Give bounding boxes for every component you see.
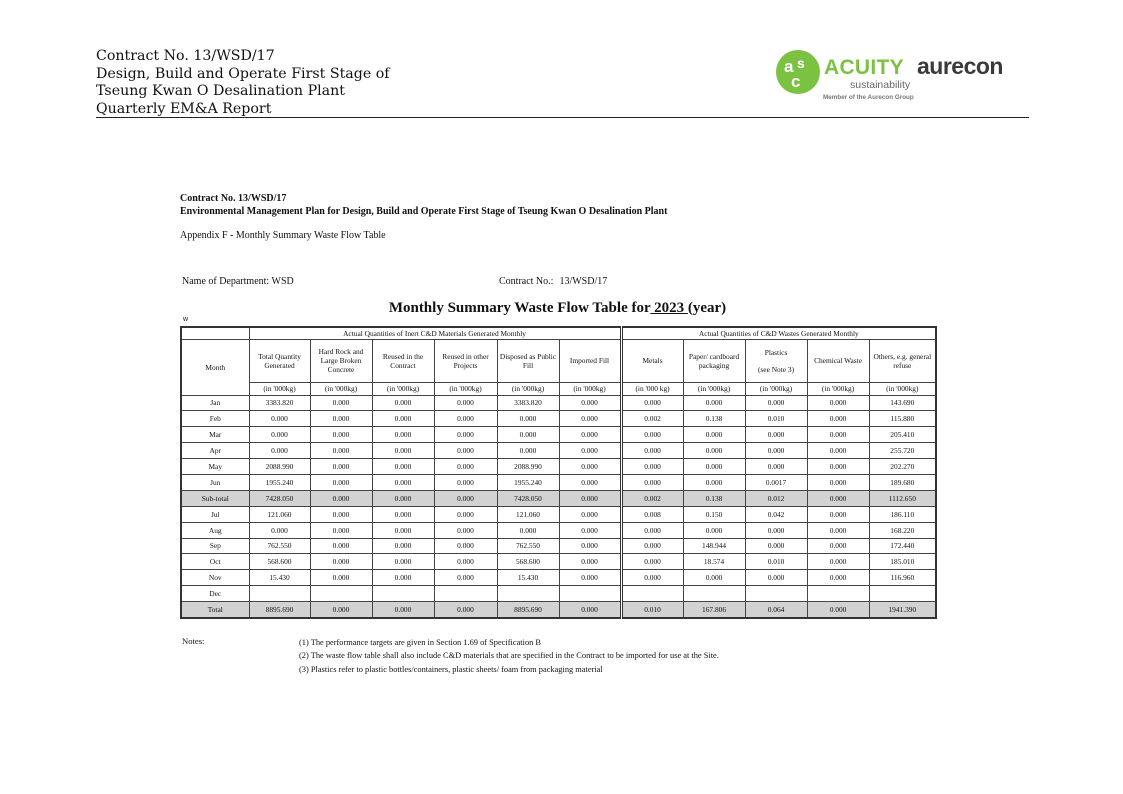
value-cell: 0.000 bbox=[372, 395, 434, 411]
unit-cell: (in '000kg) bbox=[249, 382, 310, 395]
value-cell: 0.000 bbox=[621, 427, 683, 443]
acuity-logo bbox=[776, 50, 914, 101]
value-cell: 0.000 bbox=[372, 506, 434, 522]
header-line-report: Quarterly EM&A Report bbox=[96, 100, 272, 117]
value-cell: 0.000 bbox=[310, 474, 372, 490]
value-cell: 148.944 bbox=[683, 538, 745, 554]
value-cell: 0.000 bbox=[372, 538, 434, 554]
table-row bbox=[181, 459, 936, 475]
unit-cell: (in '000kg) bbox=[310, 382, 372, 395]
value-cell: 0.000 bbox=[310, 411, 372, 427]
value-cell: 0.000 bbox=[249, 411, 310, 427]
value-cell bbox=[807, 586, 869, 602]
table-row bbox=[181, 506, 936, 522]
value-cell: 0.000 bbox=[310, 506, 372, 522]
value-cell: 0.000 bbox=[249, 522, 310, 538]
col-month: Month bbox=[181, 339, 249, 395]
value-cell: 0.000 bbox=[683, 395, 745, 411]
month-cell: Total bbox=[181, 602, 249, 618]
col-metals: Metals bbox=[621, 339, 683, 382]
value-cell: 205.410 bbox=[869, 427, 936, 443]
table-row-summary bbox=[181, 490, 936, 506]
contract-number-label: Contract No.: bbox=[499, 276, 554, 287]
value-cell: 0.000 bbox=[434, 490, 497, 506]
value-cell: 143.690 bbox=[869, 395, 936, 411]
group-inert-header: Actual Quantities of Inert C&D Materials Generated Monthly bbox=[249, 327, 621, 339]
value-cell: 3383.820 bbox=[497, 395, 559, 411]
acuity-logo-name: ACUITY bbox=[824, 56, 904, 79]
value-cell: 0.000 bbox=[559, 427, 621, 443]
value-cell: 0.000 bbox=[434, 474, 497, 490]
value-cell: 0.000 bbox=[372, 522, 434, 538]
value-cell: 0.000 bbox=[559, 506, 621, 522]
col-hard-rock: Hard Rock and Large Broken Concrete bbox=[310, 339, 372, 382]
doc-title-contract: Contract No. 13/WSD/17 bbox=[180, 193, 287, 204]
value-cell: 0.000 bbox=[249, 443, 310, 459]
value-cell: 0.000 bbox=[621, 570, 683, 586]
svg-text:s: s bbox=[797, 55, 805, 71]
value-cell: 2088.990 bbox=[249, 459, 310, 475]
table-title-prefix: Monthly Summary Waste Flow Table for bbox=[388, 300, 651, 316]
col-plastics bbox=[745, 339, 807, 382]
svg-text:a: a bbox=[784, 57, 794, 76]
value-cell: 0.000 bbox=[559, 459, 621, 475]
value-cell: 0.000 bbox=[559, 570, 621, 586]
table-row bbox=[181, 395, 936, 411]
value-cell: 0.0017 bbox=[745, 474, 807, 490]
value-cell: 762.550 bbox=[497, 538, 559, 554]
value-cell: 0.000 bbox=[372, 427, 434, 443]
value-cell: 0.002 bbox=[621, 490, 683, 506]
value-cell: 568.600 bbox=[497, 554, 559, 570]
value-cell: 0.000 bbox=[434, 602, 497, 618]
value-cell: 115.880 bbox=[869, 411, 936, 427]
value-cell: 0.000 bbox=[372, 570, 434, 586]
unit-cell: (in '000kg) bbox=[372, 382, 434, 395]
value-cell: 121.060 bbox=[497, 506, 559, 522]
value-cell: 0.000 bbox=[434, 522, 497, 538]
value-cell: 0.000 bbox=[683, 474, 745, 490]
value-cell: 0.000 bbox=[745, 459, 807, 475]
table-row bbox=[181, 554, 936, 570]
col-disposed: Disposed as Public Fill bbox=[497, 339, 559, 382]
note-item: (1) The performance targets are given in Section 1.69 of Specification B bbox=[299, 638, 542, 647]
value-cell: 0.000 bbox=[745, 427, 807, 443]
value-cell: 0.000 bbox=[807, 506, 869, 522]
value-cell: 0.000 bbox=[621, 522, 683, 538]
note-item: (3) Plastics refer to plastic bottles/containers, plastic sheets/ foam from packaging material bbox=[299, 664, 603, 674]
value-cell: 0.000 bbox=[372, 474, 434, 490]
value-cell: 0.000 bbox=[807, 459, 869, 475]
value-cell: 0.150 bbox=[683, 506, 745, 522]
table-row bbox=[181, 474, 936, 490]
unit-cell: (in '000 kg) bbox=[621, 382, 683, 395]
value-cell: 0.000 bbox=[310, 522, 372, 538]
value-cell: 0.000 bbox=[745, 443, 807, 459]
month-cell: Apr bbox=[181, 443, 249, 459]
value-cell: 0.000 bbox=[559, 395, 621, 411]
value-cell: 0.000 bbox=[683, 459, 745, 475]
value-cell: 0.010 bbox=[621, 602, 683, 618]
col-imported: Imported Fill bbox=[559, 339, 621, 382]
month-cell: Dec bbox=[181, 586, 249, 602]
value-cell: 0.000 bbox=[434, 554, 497, 570]
table-row bbox=[181, 427, 936, 443]
column-header-row bbox=[181, 339, 936, 382]
value-cell: 0.000 bbox=[434, 395, 497, 411]
notes-list bbox=[299, 636, 719, 676]
table-row bbox=[181, 586, 936, 602]
value-cell: 0.000 bbox=[621, 395, 683, 411]
acuity-logo-subtitle: sustainability bbox=[850, 79, 911, 91]
value-cell: 2088.990 bbox=[497, 459, 559, 475]
table-row bbox=[181, 570, 936, 586]
value-cell: 0.000 bbox=[621, 443, 683, 459]
group-waste-header: Actual Quantities of C&D Wastes Generated Monthly bbox=[621, 327, 936, 339]
value-cell: 0.000 bbox=[807, 522, 869, 538]
value-cell: 0.000 bbox=[372, 554, 434, 570]
units-row bbox=[181, 382, 936, 395]
value-cell bbox=[621, 586, 683, 602]
value-cell: 0.000 bbox=[434, 506, 497, 522]
value-cell: 0.010 bbox=[745, 411, 807, 427]
value-cell bbox=[745, 586, 807, 602]
value-cell: 3383.820 bbox=[249, 395, 310, 411]
svg-text:c: c bbox=[791, 72, 801, 91]
col-reused-contract: Reused in the Contract bbox=[372, 339, 434, 382]
value-cell: 0.000 bbox=[310, 459, 372, 475]
unit-cell: (in '000kg) bbox=[807, 382, 869, 395]
table-title-suffix: (year) bbox=[687, 300, 727, 316]
value-cell: 1112.650 bbox=[869, 490, 936, 506]
value-cell: 0.000 bbox=[310, 570, 372, 586]
col-total: Total Quantity Generated bbox=[249, 339, 310, 382]
unit-cell: (in '000kg) bbox=[869, 382, 936, 395]
value-cell: 0.000 bbox=[434, 411, 497, 427]
value-cell bbox=[497, 586, 559, 602]
value-cell: 0.000 bbox=[683, 443, 745, 459]
value-cell: 0.000 bbox=[372, 459, 434, 475]
value-cell: 0.000 bbox=[807, 602, 869, 618]
value-cell: 0.138 bbox=[683, 411, 745, 427]
value-cell: 0.000 bbox=[807, 395, 869, 411]
value-cell bbox=[310, 586, 372, 602]
month-cell: Jun bbox=[181, 474, 249, 490]
value-cell: 0.000 bbox=[559, 490, 621, 506]
contract-number-value: 13/WSD/17 bbox=[559, 276, 608, 287]
value-cell: 0.008 bbox=[621, 506, 683, 522]
value-cell: 0.000 bbox=[807, 427, 869, 443]
value-cell: 0.000 bbox=[807, 570, 869, 586]
month-cell: Oct bbox=[181, 554, 249, 570]
value-cell: 0.000 bbox=[559, 538, 621, 554]
month-cell: May bbox=[181, 459, 249, 475]
value-cell: 0.000 bbox=[621, 459, 683, 475]
value-cell: 0.000 bbox=[559, 602, 621, 618]
value-cell: 0.000 bbox=[745, 395, 807, 411]
value-cell: 0.000 bbox=[807, 490, 869, 506]
value-cell: 0.000 bbox=[310, 427, 372, 443]
value-cell: 0.000 bbox=[434, 427, 497, 443]
value-cell: 0.000 bbox=[683, 522, 745, 538]
value-cell: 0.000 bbox=[745, 538, 807, 554]
value-cell: 0.000 bbox=[621, 474, 683, 490]
group-header-row bbox=[181, 327, 936, 339]
table-row bbox=[181, 538, 936, 554]
unit-cell: (in '000kg) bbox=[683, 382, 745, 395]
month-cell: Sep bbox=[181, 538, 249, 554]
value-cell: 8895.690 bbox=[497, 602, 559, 618]
value-cell: 18.574 bbox=[683, 554, 745, 570]
value-cell: 0.010 bbox=[745, 554, 807, 570]
value-cell: 189.680 bbox=[869, 474, 936, 490]
acuity-logo-member: Member of the Aurecon Group bbox=[823, 94, 914, 101]
col-chemical: Chemical Waste bbox=[807, 339, 869, 382]
value-cell: 1955.240 bbox=[249, 474, 310, 490]
table-title-year: 2023 bbox=[650, 300, 688, 316]
value-cell: 0.000 bbox=[372, 490, 434, 506]
value-cell: 15.430 bbox=[497, 570, 559, 586]
unit-cell: (in '000kg) bbox=[745, 382, 807, 395]
value-cell bbox=[559, 586, 621, 602]
value-cell: 7428.050 bbox=[249, 490, 310, 506]
value-cell: 0.000 bbox=[310, 395, 372, 411]
contract-number bbox=[499, 276, 607, 287]
value-cell: 121.060 bbox=[249, 506, 310, 522]
value-cell: 0.000 bbox=[497, 427, 559, 443]
acuity-logo-icon bbox=[776, 50, 820, 94]
value-cell: 0.000 bbox=[683, 570, 745, 586]
table-body bbox=[181, 395, 936, 618]
value-cell: 0.000 bbox=[372, 602, 434, 618]
month-cell: Mar bbox=[181, 427, 249, 443]
value-cell: 0.000 bbox=[434, 538, 497, 554]
value-cell: 0.002 bbox=[621, 411, 683, 427]
value-cell: 255.720 bbox=[869, 443, 936, 459]
col-others: Others, e.g. general refuse bbox=[869, 339, 936, 382]
value-cell: 116.960 bbox=[869, 570, 936, 586]
col-paper: Paper/ cardboard packaging bbox=[683, 339, 745, 382]
value-cell: 1941.390 bbox=[869, 602, 936, 618]
value-cell: 0.000 bbox=[310, 443, 372, 459]
value-cell: 0.000 bbox=[807, 554, 869, 570]
w-mark: w bbox=[183, 316, 189, 323]
value-cell: 0.000 bbox=[559, 554, 621, 570]
report-header bbox=[96, 48, 390, 118]
notes-label: Notes: bbox=[182, 636, 205, 646]
value-cell: 0.042 bbox=[745, 506, 807, 522]
value-cell bbox=[434, 586, 497, 602]
value-cell: 0.000 bbox=[621, 538, 683, 554]
table-row-summary bbox=[181, 602, 936, 618]
month-cell: Aug bbox=[181, 522, 249, 538]
value-cell: 0.000 bbox=[310, 554, 372, 570]
table-row bbox=[181, 443, 936, 459]
table-row bbox=[181, 411, 936, 427]
value-cell: 0.012 bbox=[745, 490, 807, 506]
value-cell: 0.000 bbox=[621, 554, 683, 570]
col-plastics-label: Plastics bbox=[764, 347, 788, 357]
value-cell: 0.138 bbox=[683, 490, 745, 506]
value-cell: 0.000 bbox=[745, 570, 807, 586]
value-cell: 0.000 bbox=[434, 570, 497, 586]
value-cell: 185.010 bbox=[869, 554, 936, 570]
month-cell: Feb bbox=[181, 411, 249, 427]
value-cell: 0.000 bbox=[807, 411, 869, 427]
unit-cell: (in '000kg) bbox=[497, 382, 559, 395]
value-cell: 0.000 bbox=[310, 602, 372, 618]
value-cell: 0.000 bbox=[683, 427, 745, 443]
value-cell: 0.000 bbox=[559, 443, 621, 459]
table-row bbox=[181, 522, 936, 538]
header-line-plant: Tseung Kwan O Desalination Plant bbox=[96, 83, 345, 100]
value-cell: 0.000 bbox=[559, 522, 621, 538]
value-cell: 0.000 bbox=[434, 459, 497, 475]
value-cell: 167.806 bbox=[683, 602, 745, 618]
col-reused-other: Reused in other Projects bbox=[434, 339, 497, 382]
value-cell: 0.000 bbox=[559, 474, 621, 490]
value-cell bbox=[683, 586, 745, 602]
note-item: (2) The waste flow table shall also include C&D materials that are specified in the Contract to be imported for use at the Site. bbox=[299, 651, 719, 661]
value-cell: 7428.050 bbox=[497, 490, 559, 506]
value-cell: 0.000 bbox=[249, 427, 310, 443]
value-cell: 172.440 bbox=[869, 538, 936, 554]
table-title bbox=[180, 300, 935, 317]
value-cell: 15.430 bbox=[249, 570, 310, 586]
department-name: Name of Department: WSD bbox=[182, 276, 294, 287]
value-cell: 0.000 bbox=[807, 538, 869, 554]
value-cell: 0.000 bbox=[807, 443, 869, 459]
value-cell: 0.000 bbox=[745, 522, 807, 538]
doc-title-plan: Environmental Management Plan for Design, Build and Operate First Stage of Tseung Kwan O Desalination Plant bbox=[180, 206, 668, 217]
corner-cell bbox=[181, 327, 249, 339]
value-cell: 186.110 bbox=[869, 506, 936, 522]
header-divider bbox=[96, 117, 1029, 118]
header-line-project: Design, Build and Operate First Stage of bbox=[96, 65, 390, 82]
aurecon-logo: aurecon bbox=[917, 53, 1003, 79]
month-cell: Nov bbox=[181, 570, 249, 586]
value-cell bbox=[869, 586, 936, 602]
appendix-title: Appendix F - Monthly Summary Waste Flow Table bbox=[180, 230, 386, 241]
value-cell: 8895.690 bbox=[249, 602, 310, 618]
value-cell: 0.000 bbox=[310, 490, 372, 506]
value-cell: 0.000 bbox=[372, 411, 434, 427]
value-cell: 0.000 bbox=[372, 443, 434, 459]
value-cell: 0.000 bbox=[310, 538, 372, 554]
value-cell: 202.270 bbox=[869, 459, 936, 475]
value-cell: 0.064 bbox=[745, 602, 807, 618]
value-cell: 762.550 bbox=[249, 538, 310, 554]
value-cell: 0.000 bbox=[434, 443, 497, 459]
value-cell: 168.220 bbox=[869, 522, 936, 538]
col-plastics-note: (see Note 3) bbox=[757, 364, 795, 374]
value-cell: 0.000 bbox=[559, 411, 621, 427]
value-cell bbox=[372, 586, 434, 602]
value-cell bbox=[249, 586, 310, 602]
value-cell: 0.000 bbox=[497, 411, 559, 427]
unit-cell: (in '000kg) bbox=[434, 382, 497, 395]
value-cell: 568.600 bbox=[249, 554, 310, 570]
month-cell: Jul bbox=[181, 506, 249, 522]
header-line-contract: Contract No. 13/WSD/17 bbox=[96, 48, 275, 64]
waste-flow-table bbox=[180, 326, 937, 619]
value-cell: 0.000 bbox=[497, 522, 559, 538]
value-cell: 0.000 bbox=[497, 443, 559, 459]
month-cell: Sub-total bbox=[181, 490, 249, 506]
value-cell: 0.000 bbox=[807, 474, 869, 490]
month-cell: Jan bbox=[181, 395, 249, 411]
value-cell: 1955.240 bbox=[497, 474, 559, 490]
unit-cell: (in '000kg) bbox=[559, 382, 621, 395]
